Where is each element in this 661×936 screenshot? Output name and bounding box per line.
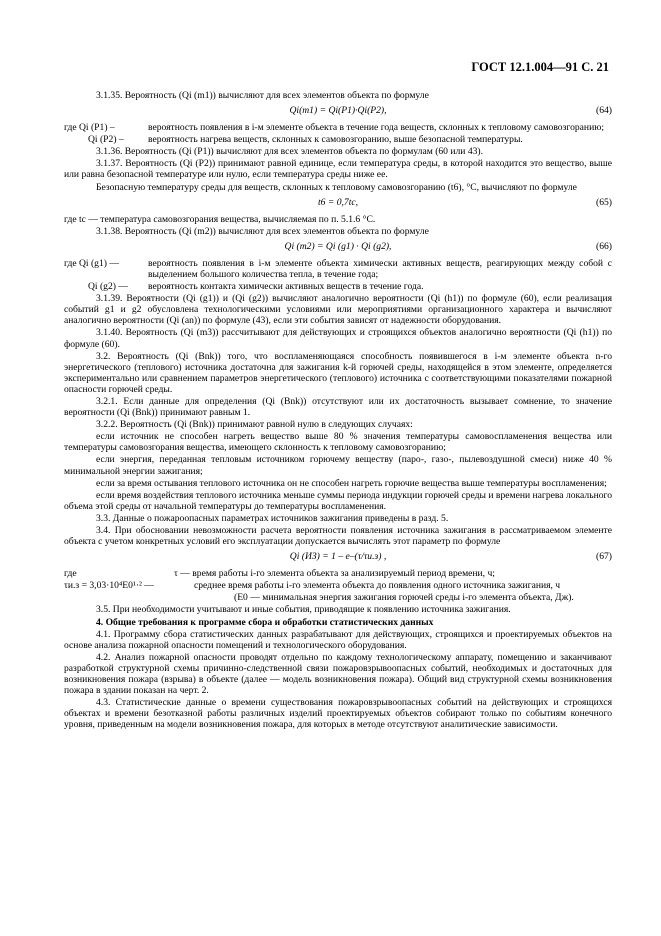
equation-66 bbox=[64, 239, 612, 256]
definition-text: вероятность появления в i-м элементе объекта в течение года веществ, склонных к тепловому самовозгоранию; bbox=[148, 122, 605, 134]
definition-row bbox=[64, 258, 612, 280]
definition-text: τ — время работы i-го элемента объекта за анализируемый период времени, ч; bbox=[174, 568, 495, 580]
definition-term: Qi (P2) – bbox=[88, 134, 124, 146]
paragraph-3-2: 3.2. Вероятность (Qi (Bnk)) того, что воспламеняющаяся способность появившегося в i-м элементе объекта n-го энергетического (теплового) источника достаточна для зажигания k-й горючей среды, находящейся в этом элементе, определяется экспериментально или сравнением параметров энергетического (теплового) источника с соответствующими показателями пожарной опасности горючей среды. bbox=[64, 350, 612, 395]
definition-text: среднее время работы i-го элемента объекта до появления одного источника зажигания, ч bbox=[194, 580, 561, 592]
definition-continuation: (E0 — минимальная энергия зажигания горючей среды i-го элемента объекта, Дж). bbox=[234, 592, 574, 604]
equation-number: (65) bbox=[596, 196, 612, 208]
paragraph-4-1: 4.1. Программу сбора статистических данных разрабатывают для действующих, строящихся и проектируемых объектов на основе анализа пожарной опасности помещений и технологического оборудования. bbox=[64, 628, 612, 651]
definition-row bbox=[64, 122, 612, 133]
case-2: если энергия, переданная тепловым источником горючему веществу (паро-, газо-, пылевоздушной смеси) ниже 40 % минимальной энергии зажигания; bbox=[64, 454, 612, 477]
page-header: ГОСТ 12.1.004—91 С. 21 bbox=[471, 60, 609, 74]
equation-67 bbox=[64, 549, 612, 566]
equation-formula: Qi(m1) = Qi(P1)·Qi(P2), bbox=[289, 105, 387, 117]
definition-term: где bbox=[64, 568, 77, 580]
equation-number: (64) bbox=[596, 105, 612, 117]
equation-64 bbox=[64, 103, 612, 120]
paragraph-3-1-38: 3.1.38. Вероятность (Qi (m2)) вычисляют для всех элементов объекта по формуле bbox=[96, 225, 429, 237]
equation-formula: t6 = 0,7tc, bbox=[317, 196, 359, 208]
definition-term: τи.з = 3,03·10⁴E0¹·² — bbox=[64, 580, 154, 592]
definition-row bbox=[64, 281, 612, 292]
equation-number: (66) bbox=[596, 240, 612, 252]
definition-term: Qi (g2) — bbox=[88, 281, 128, 293]
paragraph-safe-temperature: Безопасную температуру среды для веществ, склонных к тепловому самовозгоранию (t6), °С, вычисляют по формуле bbox=[96, 181, 577, 193]
definition-text: вероятность появления в i-м элементе объекта химически активных веществ, реагирующих между собой с выделением большого количества тепла, в течение года; bbox=[148, 257, 612, 280]
definition-text: вероятность нагрева веществ, склонных к самовозгоранию, выше безопасной температуры. bbox=[148, 134, 523, 146]
paragraph-3-1-35: 3.1.35. Вероятность (Qi (m1)) вычисляют для всех элементов объекта по формуле bbox=[96, 90, 429, 101]
equation-65 bbox=[64, 195, 612, 212]
definition-row bbox=[64, 134, 612, 145]
paragraph-3-1-37: 3.1.37. Вероятность (Qi (P2)) принимают равной единице, если температура среды, в которой находится это вещество, выше или равна безопасной температуре или нулю, если температура среды ниже ее. bbox=[64, 158, 612, 181]
definition-text: вероятность контакта химически активных веществ в течение года. bbox=[148, 281, 424, 293]
paragraph-3-3: 3.3. Данные о пожароопасных параметрах источников зажигания приведены в разд. 5. bbox=[96, 512, 449, 524]
definition-row bbox=[64, 568, 612, 579]
document-body bbox=[64, 90, 612, 732]
case-1: если источник не способен нагреть вещество выше 80 % значения температуры самовоспламенения вещества или температуры самовозгорания вещества, имеющего склонность к тепловому самовозгоранию; bbox=[64, 431, 612, 454]
definition-term: где Qi (P1) – bbox=[64, 122, 115, 134]
paragraph-3-1-39: 3.1.39. Вероятности (Qi (g1)) и (Qi (g2)) вычисляют аналогично вероятности (Qi (h1)) по формуле (60), если реализация событий g1 и g2 обусловлена технологическими условиями или мероприятиями организационного характера и вычисляют аналогично вероятности (Qi (an)) по формуле (43), если эти события зависят от надежности оборудования. bbox=[64, 293, 612, 327]
paragraph-4-2: 4.2. Анализ пожарной опасности проводят отдельно по каждому технологическому аппарату, помещению и заканчивают разработкой структурной схемы причинно-следственной связи пожаровзрывоопасных событий, необходимых и достаточных для возникновения пожара (взрыва) в объекте (далее — модель возникновения пожара). Общий вид структурной схемы возникновения пожара в здании показан на черт. 2. bbox=[64, 651, 612, 697]
paragraph-3-2-1: 3.2.1. Если данные для определения (Qi (Bnk)) отсутствуют или их достаточность вызывает сомнение, то значение вероятности (Qi (Bnk)) принимают равным 1. bbox=[64, 395, 612, 419]
equation-formula: Qi (m2) = Qi (g1) · Qi (g2), bbox=[284, 240, 392, 252]
case-3: если за время остывания теплового источника он не способен нагреть горючие вещества выше температуры воспламенения; bbox=[96, 477, 607, 489]
paragraph-4-3: 4.3. Статистические данные о времени существования пожаровзрывоопасных событий на действующих и строящихся объектах и времени безотказной работы различных изделий проектируемых объектов собирают только по событиям конечного уровня, приведенным на модели возникновения пожара, для которых в методе отсутствуют аналитические зависимости. bbox=[64, 697, 612, 731]
paragraph-3-1-36: 3.1.36. Вероятность (Qi (P1)) вычисляют для всех элементов объекта по формулам (60 или 43). bbox=[96, 146, 484, 158]
equation-formula: Qi (ИЗ) = 1 – e–(τ/τи.з) , bbox=[289, 551, 387, 563]
paragraph-3-2-2: 3.2.2. Вероятность (Qi (Bnk)) принимают равной нулю в следующих случаях: bbox=[96, 419, 413, 431]
paragraph-3-1-40: 3.1.40. Вероятность (Qi (m3)) рассчитывают для действующих и строящихся объектов аналогично вероятности (Qi (h1)) по формуле (60). bbox=[64, 327, 612, 350]
paragraph-3-5: 3.5. При необходимости учитывают и иные события, приводящие к появлению источника зажигания. bbox=[96, 604, 511, 616]
definition-row bbox=[64, 580, 612, 591]
paragraph-3-4: 3.4. При обосновании невозможности расчета вероятности появления источника зажигания в рассматриваемом элементе объекта с учетом конкретных условий его эксплуатации допускается вычислять этот параметр по формуле bbox=[64, 525, 612, 548]
definition-65: где tc — температура самовозгорания вещества, вычисляемая по п. 5.1.6 °С. bbox=[64, 213, 376, 225]
definition-term: где Qi (g1) — bbox=[64, 257, 119, 269]
case-4: если время воздействия теплового источника меньше суммы периода индукции горючей среды и времени нагрева локального объема этой среды от начальной температуры до температуры воспламенения. bbox=[64, 489, 612, 512]
section-heading-4: 4. Общие требования к программе сбора и обработки статистических данных bbox=[96, 616, 434, 628]
equation-number: (67) bbox=[596, 551, 612, 563]
